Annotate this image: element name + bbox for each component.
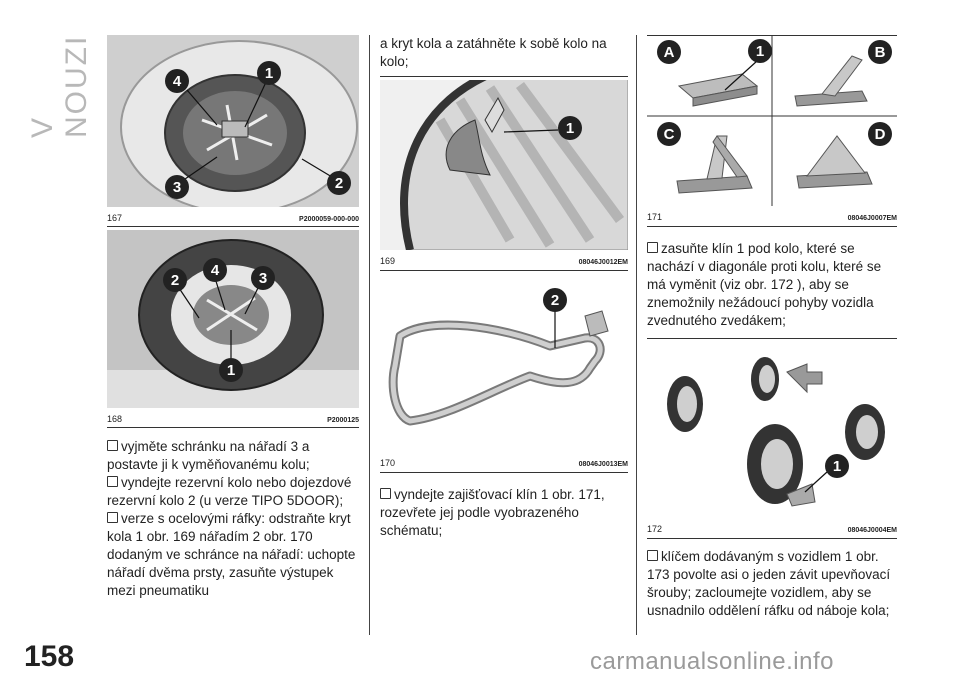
figure-number: 171: [647, 212, 663, 222]
svg-text:1: 1: [565, 120, 575, 137]
callout-4: [203, 258, 227, 282]
separator: [380, 270, 628, 271]
svg-text:3: 3: [258, 270, 268, 287]
checkbox-icon: [107, 476, 118, 487]
svg-text:2: 2: [550, 292, 560, 309]
svg-text:3: 3: [172, 179, 182, 196]
callout-1: [257, 61, 281, 85]
wheel-cover-tool-image: [380, 276, 628, 452]
column-divider-2: [636, 35, 637, 635]
wheel: [667, 376, 703, 432]
svg-text:D: D: [874, 126, 886, 143]
callout-1: [748, 39, 772, 63]
callout-A: [657, 40, 681, 64]
figure-number: 172: [647, 524, 663, 534]
list-item: zasuňte klín 1 pod kolo, které se nachází v diagonále proti kolu, které se má vyměnit (viz obr. 172 ), aby se znemožnily nežádoucí pohyby vozidla zvednutého zvedákem;: [647, 241, 882, 328]
list-item: vyjměte schránku na nářadí 3 a postavte ji k vyměňovanému kolu;: [107, 439, 310, 472]
svg-text:C: C: [663, 126, 675, 143]
svg-text:2: 2: [170, 272, 180, 289]
list-item: verze s ocelovými ráfky: odstraňte kryt kola 1 obr. 169 nářadím 2 obr. 170 dodaným ve schránce na nářadí: uchopte nářadí dvěma prsty, zasuňte výstupek mezi pneumatiku: [107, 511, 356, 598]
callout-C: [657, 122, 681, 146]
callout-1: [219, 358, 243, 382]
figure-171: [647, 36, 897, 222]
figure-code: P2000059-000-000: [299, 216, 359, 223]
checkbox-icon: [107, 440, 118, 451]
column-3-text-2: [647, 548, 897, 620]
separator: [647, 226, 897, 227]
trunk-spare-wheel-image: [107, 230, 359, 408]
checkbox-icon: [107, 512, 118, 523]
callout-4: [165, 69, 189, 93]
section-title: V NOUZI: [26, 34, 93, 138]
figure-caption: [647, 208, 897, 222]
figure-code: 08046J0013EM: [578, 461, 628, 468]
figure-code: 08046J0012EM: [578, 259, 628, 266]
svg-text:4: 4: [210, 262, 220, 279]
callout-D: [868, 122, 892, 146]
separator: [647, 538, 897, 539]
figure-number: 167: [107, 213, 123, 223]
spare-wheel-well-image: [107, 35, 359, 207]
callout-2: [543, 288, 567, 312]
column-divider-1: [369, 35, 370, 635]
callout-1: [558, 116, 582, 140]
callout-1: [825, 454, 849, 478]
svg-text:A: A: [663, 44, 675, 61]
wheel-cover-image: [380, 80, 628, 250]
separator: [380, 472, 628, 473]
callout-2: [327, 171, 351, 195]
figure-167: [107, 35, 359, 223]
watermark: carmanualsonline.info: [590, 648, 834, 675]
callout-3: [251, 266, 275, 290]
figure-code: P2000125: [327, 417, 359, 424]
callout-B: [868, 40, 892, 64]
column-2-continuation: a kryt kola a zatáhněte k sobě kolo na kolo;: [380, 36, 607, 69]
wedge-positions-image: [647, 36, 897, 206]
page-number: 158: [24, 640, 75, 673]
figure-number: 170: [380, 458, 396, 468]
svg-text:B: B: [874, 44, 886, 61]
figure-code: 08046J0004EM: [847, 527, 897, 534]
separator: [107, 427, 359, 428]
column-1-text: [107, 438, 359, 600]
figure-172: [647, 344, 897, 534]
figure-caption: [380, 454, 628, 468]
svg-text:2: 2: [334, 175, 344, 192]
figure-168: [107, 230, 359, 424]
figure-caption: [380, 252, 628, 266]
figure-number: 168: [107, 414, 123, 424]
figure-169: [380, 80, 628, 266]
separator: [380, 76, 628, 77]
separator: [647, 338, 897, 339]
list-item: vyndejte zajišťovací klín 1 obr. 171, rozevřete jej podle vyobrazeného schématu;: [380, 487, 605, 538]
figure-code: 08046J0007EM: [847, 215, 897, 222]
list-item: klíčem dodávaným s vozidlem 1 obr. 173 povolte asi o jeden závit upevňovací šrouby; zacloumejte vozidlem, aby se usnadnilo oddělení ráfku od náboje kola;: [647, 549, 891, 618]
figure-caption: [107, 410, 359, 424]
column-2-text: [380, 486, 628, 540]
svg-text:1: 1: [755, 43, 765, 60]
figure-caption: [647, 520, 897, 534]
svg-text:4: 4: [172, 73, 182, 90]
svg-text:1: 1: [832, 458, 842, 475]
checkbox-icon: [380, 488, 391, 499]
separator: [107, 226, 359, 227]
svg-text:1: 1: [264, 65, 274, 82]
column-3-text-1: [647, 240, 897, 330]
figure-170: [380, 276, 628, 468]
figure-number: 169: [380, 256, 396, 266]
svg-text:1: 1: [226, 362, 236, 379]
callout-2: [163, 268, 187, 292]
checkbox-icon: [647, 550, 658, 561]
list-item: vyndejte rezervní kolo nebo dojezdové rezervní kolo 2 (u verze TIPO 5DOOR);: [107, 475, 352, 508]
figure-caption: [107, 209, 359, 223]
callout-3: [165, 175, 189, 199]
wedge-under-wheel-image: [647, 344, 897, 518]
wheel: [845, 404, 885, 460]
checkbox-icon: [647, 242, 658, 253]
